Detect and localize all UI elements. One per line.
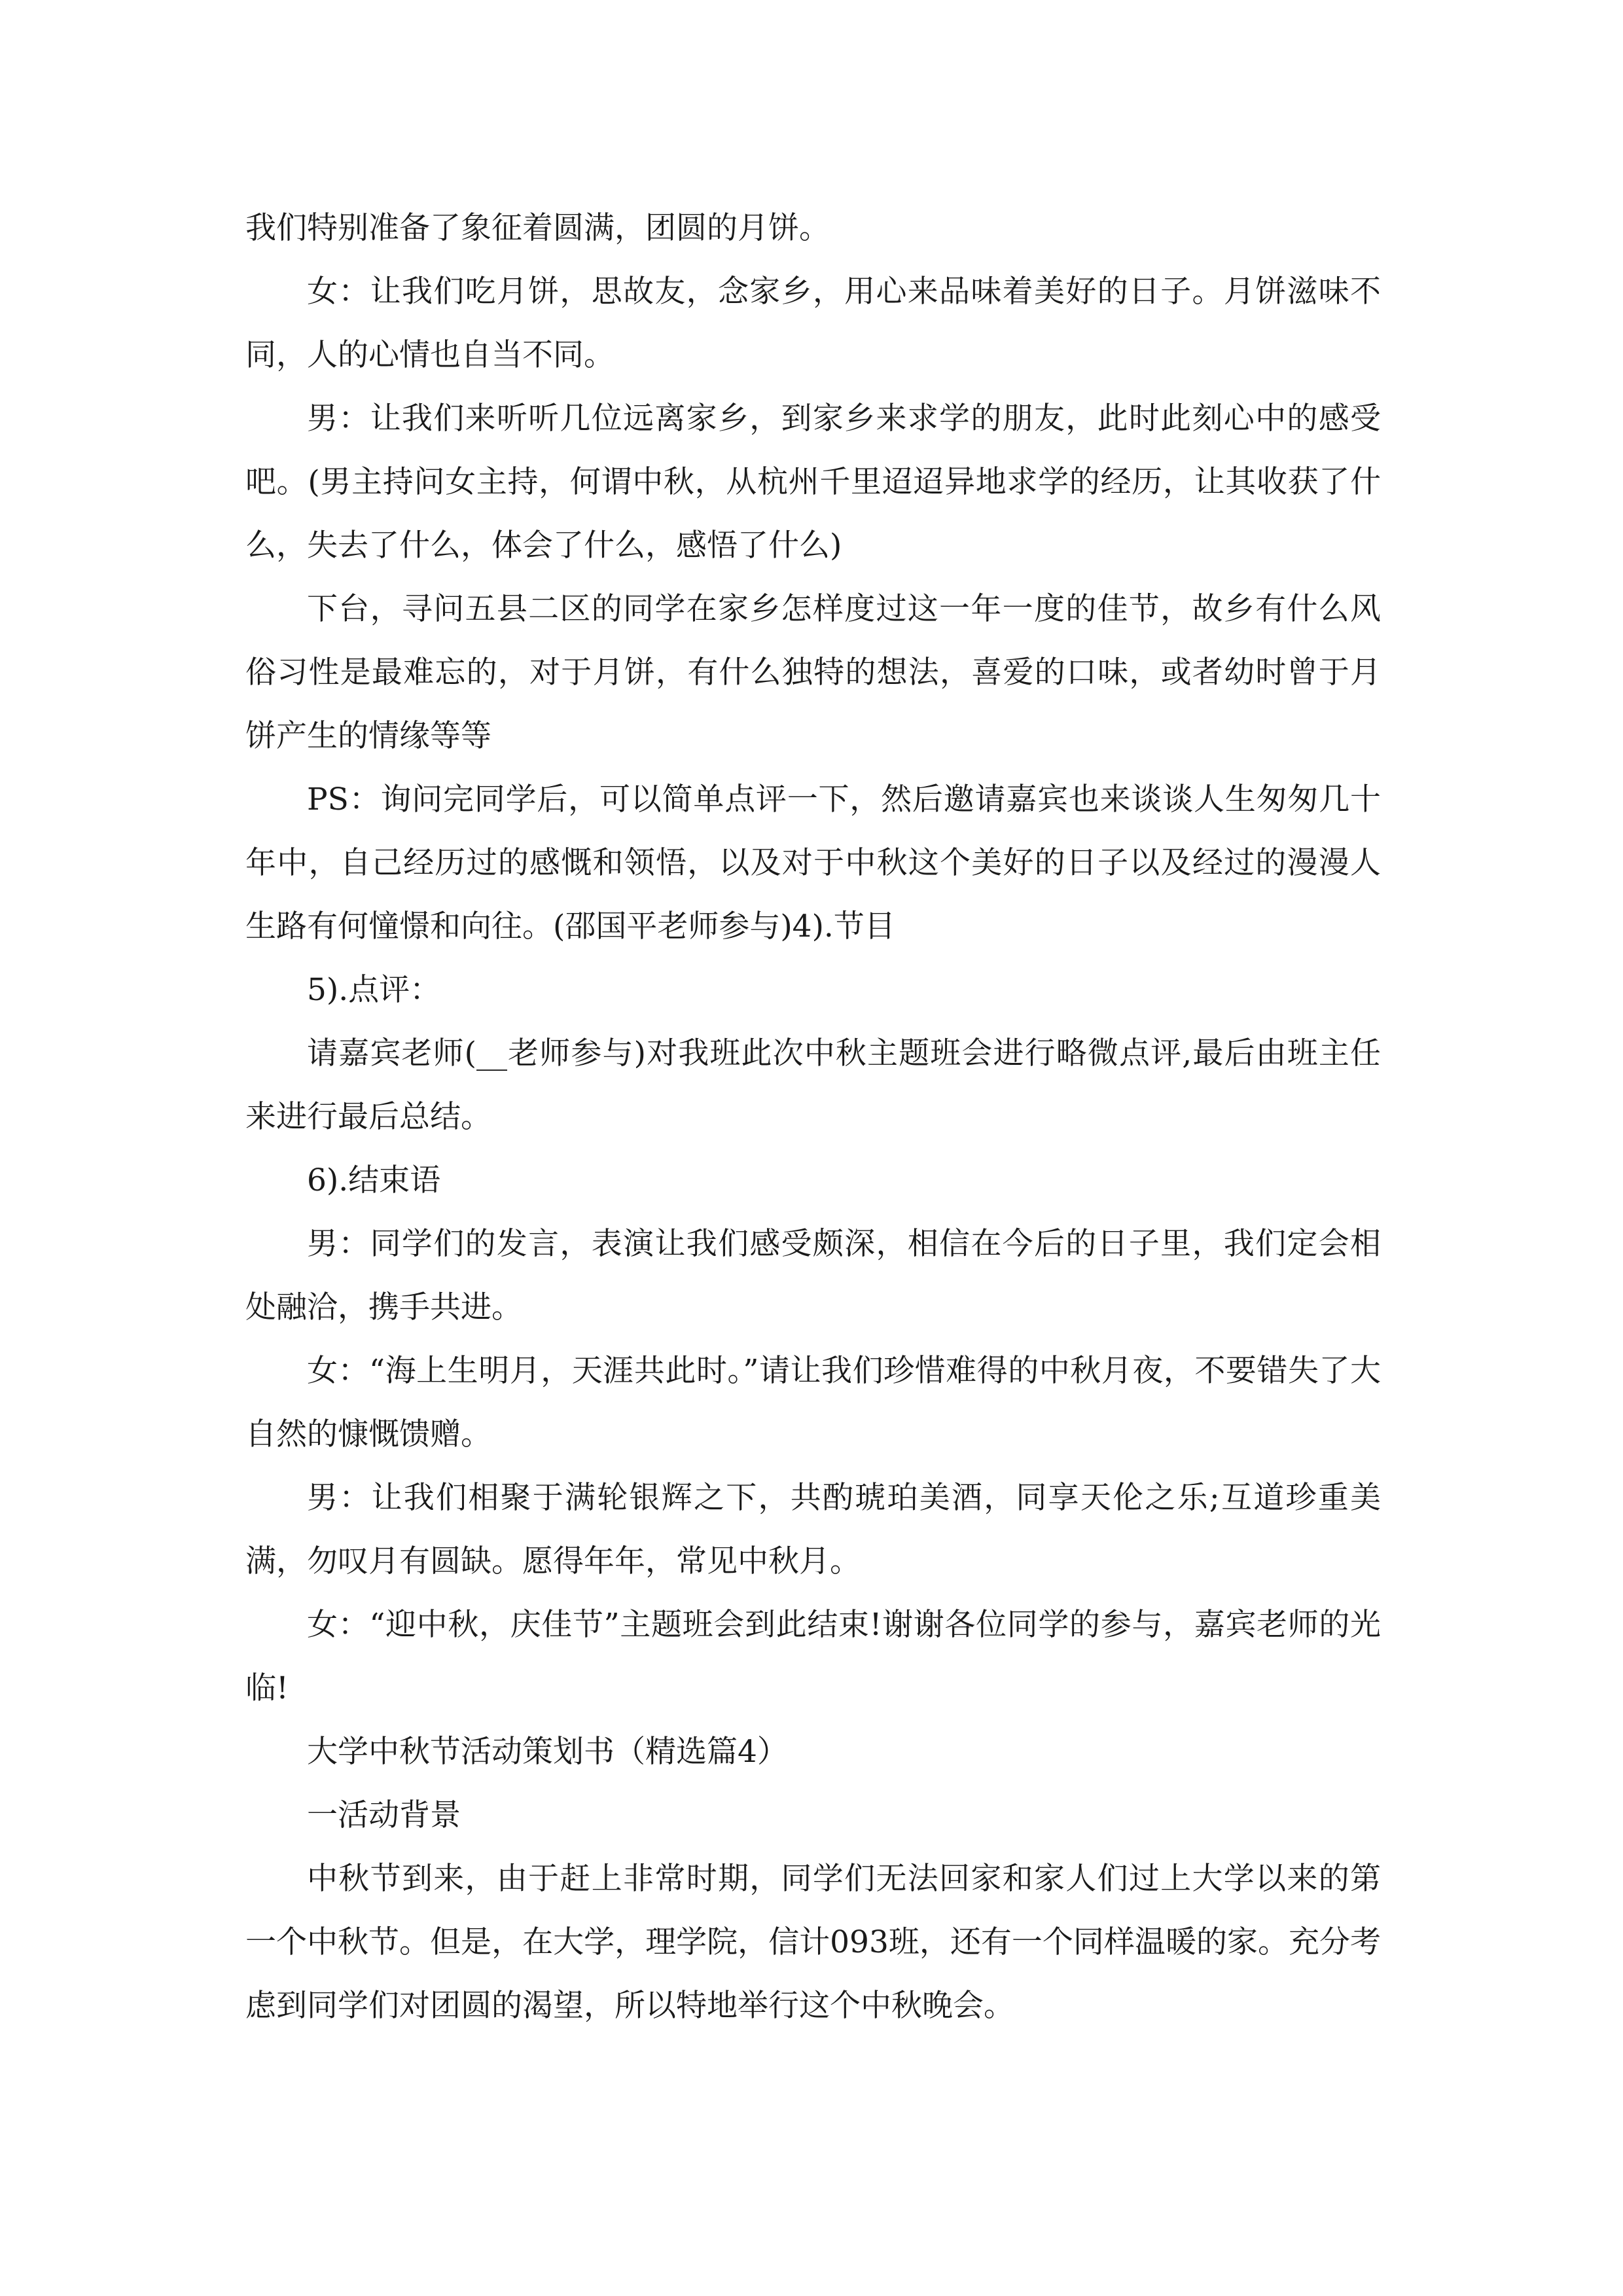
paragraph-11: 男：让我们相聚于满轮银辉之下，共酌琥珀美酒，同享天伦之乐;互道珍重美满，勿叹月有圆缺。愿得年年，常见中秋月。 — [245, 1480, 1381, 1579]
paragraph-1: 我们特别准备了象征着圆满，团圆的月饼。 — [245, 210, 830, 246]
paragraph-2: 女：让我们吃月饼，思故友，念家乡，用心来品味着美好的日子。月饼滋味不同，人的心情也自当不同。 — [245, 274, 1381, 373]
subsection-heading: 一活动背景 — [307, 1797, 461, 1833]
paragraph-9: 男：同学们的发言，表演让我们感受颇深，相信在今后的日子里，我们定会相处融洽，携手共进。 — [245, 1226, 1381, 1325]
document-body — [245, 196, 1381, 2037]
paragraph-8: 6).结束语 — [307, 1162, 441, 1198]
paragraph-15: 中秋节到来，由于赶上非常时期，同学们无法回家和家人们过上大学以来的第一个中秋节。但是，在大学，理学院，信计093班，还有一个同样温暖的家。充分考虑到同学们对团圆的渴望，所以特地举行这个中秋晚会。 — [245, 1861, 1381, 2024]
paragraph-6: 5).点评： — [307, 972, 441, 1008]
paragraph-7: 请嘉宾老师(__老师参与)对我班此次中秋主题班会进行略微点评,最后由班主任来进行最后总结。 — [245, 1035, 1381, 1135]
paragraph-12: 女：“迎中秋，庆佳节”主题班会到此结束!谢谢各位同学的参与，嘉宾老师的光临! — [245, 1607, 1381, 1706]
paragraph-5: PS：询问完同学后，可以简单点评一下，然后邀请嘉宾也来谈谈人生匆匆几十年中，自己经历过的感慨和领悟，以及对于中秋这个美好的日子以及经过的漫漫人生路有何憧憬和向往。(邵国平老师参与)4).节目 — [245, 781, 1381, 944]
paragraph-3: 男：让我们来听听几位远离家乡，到家乡来求学的朋友，此时此刻心中的感受吧。(男主持问女主持，何谓中秋，从杭州千里迢迢异地求学的经历，让其收获了什么，失去了什么，体会了什么，感悟了什么) — [245, 401, 1381, 564]
section-title: 大学中秋节活动策划书（精选篇4） — [307, 1734, 788, 1770]
paragraph-4: 下台，寻问五县二区的同学在家乡怎样度过这一年一度的佳节，故乡有什么风俗习性是最难忘的，对于月饼，有什么独特的想法，喜爱的口味，或者幼时曾于月饼产生的情缘等等 — [245, 591, 1381, 754]
paragraph-10: 女：“海上生明月，天涯共此时。”请让我们珍惜难得的中秋月夜，不要错失了大自然的慷慨馈赠。 — [245, 1353, 1381, 1452]
